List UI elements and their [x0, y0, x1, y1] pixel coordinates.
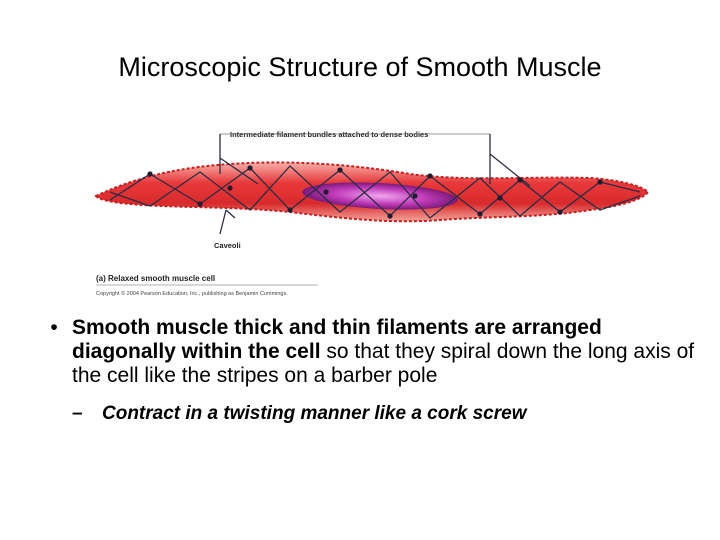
smooth-muscle-cell-figure: [90, 126, 652, 302]
bullet-list: [36, 316, 696, 426]
sub-bullet-item: [36, 402, 696, 426]
bullet-bold-text: Smooth muscle thick and thin filaments are arranged diagonally within the cell: [72, 316, 602, 363]
bullet-marker: •: [50, 316, 58, 339]
figure-caption: (a) Relaxed smooth muscle cell: [96, 274, 216, 283]
bullet-text: [72, 316, 696, 388]
filament-bundles-label: Intermediate filament bundles attached to dense bodies: [230, 130, 429, 139]
caveoli-label: Caveoli: [214, 241, 241, 250]
figure-copyright: Copyright © 2004 Pearson Education, Inc., publishing as Benjamin Cummings.: [96, 291, 288, 297]
slide-title: Microscopic Structure of Smooth Muscle: [118, 52, 602, 82]
smooth-muscle-cell-diagram: [90, 126, 652, 302]
dash-marker: –: [72, 403, 83, 424]
sub-bullet-text: Contract in a twisting manner like a cork screw: [102, 403, 527, 424]
bullet-item: [36, 316, 696, 388]
bullet-plain-text: so that they spiral down the long axis of the cell like the stripes on a barber pole: [72, 340, 695, 387]
